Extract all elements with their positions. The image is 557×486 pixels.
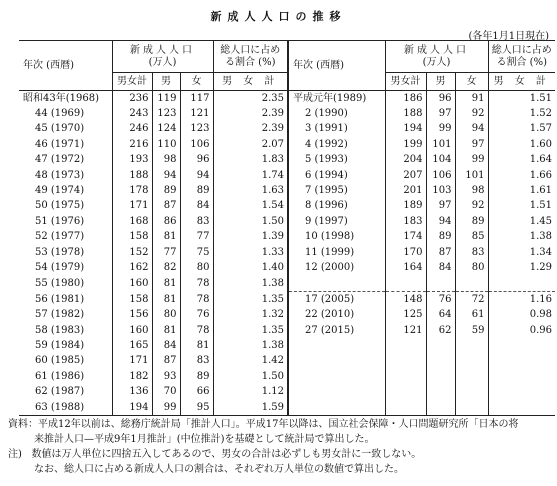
header-ratio-right: 総人口に占める割合 (%)	[488, 41, 555, 73]
left-cell-female: 96	[180, 153, 213, 168]
left-cell-male: 94	[152, 168, 180, 183]
table-row	[19, 214, 555, 229]
right-cell-total: 204	[385, 153, 426, 168]
right-cell-total: 148	[385, 292, 426, 308]
right-cell-male	[426, 354, 455, 369]
left-cell-year: 47 (1972)	[35, 154, 85, 166]
right-cell-male: 97	[426, 106, 455, 121]
right-cell-male: 103	[426, 183, 455, 198]
left-cell-ratio: 1.33	[213, 245, 288, 260]
left-cell-ratio: 1.74	[213, 168, 288, 183]
table-row	[19, 384, 555, 399]
left-cell-female: 83	[180, 354, 213, 369]
left-cell-year: 51 (1976)	[35, 215, 85, 227]
left-cell-year: 57 (1982)	[35, 309, 85, 321]
right-cell-male	[426, 369, 455, 384]
right-cell-ratio	[488, 369, 555, 384]
left-cell-male: 87	[152, 354, 180, 369]
left-cell-total: 158	[112, 230, 152, 245]
left-cell-female: 78	[180, 323, 213, 338]
left-cell-total: 188	[112, 168, 152, 183]
left-cell-male: 80	[152, 307, 180, 322]
right-cell-total	[385, 384, 426, 399]
left-cell-ratio: 1.40	[213, 260, 288, 275]
left-cell-total: 152	[112, 245, 152, 260]
right-cell-female: 97	[455, 137, 488, 152]
right-cell-male: 89	[426, 230, 455, 245]
right-cell-male	[426, 400, 455, 416]
as-of-date: (各年1月1日現在)	[468, 31, 549, 42]
right-cell-ratio: 1.60	[488, 137, 555, 152]
right-cell-male	[426, 276, 455, 292]
header-male-right: 男	[426, 73, 455, 91]
right-cell-female: 92	[455, 199, 488, 214]
right-cell-female: 61	[455, 307, 488, 322]
header-population: 新成人人口 (万人)	[112, 41, 213, 73]
left-cell-female: 121	[180, 106, 213, 121]
right-cell-male: 104	[426, 153, 455, 168]
right-cell-year	[288, 276, 385, 292]
left-cell-female: 76	[180, 307, 213, 322]
left-cell-ratio: 1.50	[213, 214, 288, 229]
right-cell-ratio: 1.29	[488, 260, 555, 275]
left-cell-female: 95	[180, 400, 213, 416]
right-cell-year: 17 (2005)	[288, 292, 385, 308]
right-cell-female: 72	[455, 292, 488, 308]
right-cell-total: 125	[385, 307, 426, 322]
right-cell-female: 59	[455, 323, 488, 338]
right-cell-ratio: 1.66	[488, 168, 555, 183]
right-cell-total	[385, 276, 426, 292]
left-cell-total: 162	[112, 260, 152, 275]
source-note: 資料：平成12年以前は、総務庁統計局「推計人口」。平成17年以降は、国立社会保障・人口問題研究所「日本の将	[8, 419, 519, 430]
left-cell-total: 182	[112, 369, 152, 384]
table-row	[19, 354, 555, 369]
footnote: 注) 数値は万人単位に四捨五入してあるので、男女の合計は必ずしも男女計に一致しない。	[8, 449, 422, 460]
left-cell-ratio: 2.07	[213, 137, 288, 152]
left-cell-female: 83	[180, 214, 213, 229]
right-cell-ratio: 1.57	[488, 122, 555, 137]
left-cell-year: 63 (1988)	[19, 400, 112, 416]
right-cell-year: 2 (1990)	[288, 106, 385, 121]
right-cell-total	[385, 354, 426, 369]
right-cell-year	[288, 354, 385, 369]
header-male: 男	[152, 73, 180, 91]
right-cell-year: 平成元年(1989)	[288, 91, 385, 107]
left-cell-female: 117	[180, 91, 213, 107]
right-cell-male: 94	[426, 214, 455, 229]
left-cell-year: 60 (1985)	[35, 355, 85, 367]
table-row	[19, 199, 555, 214]
left-cell-ratio: 2.39	[213, 106, 288, 121]
left-cell-female: 89	[180, 369, 213, 384]
source-note-cont: 来推計人口—平成9年1月推計」(中位推計)を基礎として統計局で算出した。	[34, 434, 375, 445]
left-cell-male: 84	[152, 338, 180, 353]
left-cell-ratio: 1.83	[213, 153, 288, 168]
left-cell-total: 160	[112, 276, 152, 292]
header-ratio-sub-right: 男 女 計	[488, 73, 555, 91]
left-cell-ratio: 1.12	[213, 384, 288, 399]
right-cell-female	[455, 369, 488, 384]
left-cell-female: 84	[180, 199, 213, 214]
left-cell-total: 171	[112, 199, 152, 214]
table-row	[19, 323, 555, 338]
left-cell-year: 52 (1977)	[35, 231, 85, 243]
left-cell-ratio: 1.35	[213, 323, 288, 338]
right-cell-year: 7 (1995)	[288, 183, 385, 198]
right-cell-ratio: 1.45	[488, 214, 555, 229]
left-cell-total: 165	[112, 338, 152, 353]
left-cell-male: 124	[152, 122, 180, 137]
table-row	[19, 183, 555, 198]
right-cell-year: 12 (2000)	[288, 260, 385, 275]
header-year: 年次 (西暦)	[19, 41, 112, 91]
population-table	[19, 40, 555, 416]
right-cell-male: 97	[426, 199, 455, 214]
left-cell-year: 48 (1973)	[35, 169, 85, 181]
right-cell-male	[426, 384, 455, 399]
right-cell-ratio	[488, 354, 555, 369]
left-cell-year: 54 (1979)	[35, 261, 85, 273]
left-cell-male: 123	[152, 106, 180, 121]
right-cell-ratio	[488, 400, 555, 416]
right-cell-total	[385, 338, 426, 353]
right-cell-ratio: 1.52	[488, 106, 555, 121]
left-cell-year: 49 (1974)	[35, 185, 85, 197]
left-cell-male: 81	[152, 230, 180, 245]
left-cell-total: 156	[112, 307, 152, 322]
left-cell-year: 59 (1984)	[35, 339, 85, 351]
right-cell-year: 9 (1997)	[288, 214, 385, 229]
left-cell-male: 110	[152, 137, 180, 152]
left-cell-total: 236	[112, 91, 152, 107]
right-cell-year	[288, 384, 385, 399]
right-cell-total: 170	[385, 245, 426, 260]
right-cell-female: 92	[455, 106, 488, 121]
right-cell-ratio	[488, 276, 555, 292]
left-cell-male: 87	[152, 199, 180, 214]
header-total-right: 男女計	[385, 73, 426, 91]
right-cell-female: 85	[455, 230, 488, 245]
left-cell-total: 246	[112, 122, 152, 137]
right-cell-year: 8 (1996)	[288, 199, 385, 214]
left-cell-ratio: 1.59	[213, 400, 288, 416]
table-row	[19, 122, 555, 137]
right-cell-year: 10 (1998)	[288, 230, 385, 245]
right-cell-female: 94	[455, 122, 488, 137]
left-cell-year: 58 (1983)	[35, 324, 85, 336]
right-cell-female	[455, 276, 488, 292]
left-cell-female: 77	[180, 230, 213, 245]
right-cell-total: 186	[385, 91, 426, 107]
right-cell-male: 106	[426, 168, 455, 183]
table-row	[19, 91, 555, 107]
right-cell-year: 3 (1991)	[288, 122, 385, 137]
right-cell-total: 164	[385, 260, 426, 275]
left-cell-male: 89	[152, 183, 180, 198]
left-cell-ratio: 1.54	[213, 199, 288, 214]
right-cell-total: 174	[385, 230, 426, 245]
right-cell-total	[385, 369, 426, 384]
table-row	[19, 230, 555, 245]
right-cell-female: 89	[455, 214, 488, 229]
right-cell-year: 27 (2015)	[288, 323, 385, 338]
table-row	[19, 245, 555, 260]
table-row	[19, 153, 555, 168]
left-cell-female: 106	[180, 137, 213, 152]
left-cell-year: 61 (1986)	[35, 370, 85, 382]
right-cell-total	[385, 400, 426, 416]
right-cell-ratio	[488, 338, 555, 353]
left-cell-female: 123	[180, 122, 213, 137]
left-cell-ratio: 1.63	[213, 183, 288, 198]
right-cell-female: 98	[455, 183, 488, 198]
right-cell-ratio: 0.96	[488, 323, 555, 338]
left-cell-male: 82	[152, 260, 180, 275]
left-cell-total: 171	[112, 354, 152, 369]
left-cell-male: 81	[152, 292, 180, 308]
right-cell-ratio: 1.64	[488, 153, 555, 168]
right-cell-ratio	[488, 384, 555, 399]
right-cell-female	[455, 384, 488, 399]
right-cell-male: 87	[426, 245, 455, 260]
left-cell-total: 216	[112, 137, 152, 152]
left-cell-total: 168	[112, 214, 152, 229]
left-cell-total: 160	[112, 323, 152, 338]
right-cell-total: 189	[385, 199, 426, 214]
right-cell-female: 80	[455, 260, 488, 275]
left-cell-female: 80	[180, 260, 213, 275]
left-cell-year: 55 (1980)	[35, 277, 85, 289]
notes	[8, 417, 553, 477]
right-cell-male	[426, 338, 455, 353]
right-cell-total: 183	[385, 214, 426, 229]
left-cell-male: 119	[152, 91, 180, 107]
right-cell-year	[288, 400, 385, 416]
right-cell-year: 11 (1999)	[288, 245, 385, 260]
right-cell-male: 96	[426, 91, 455, 107]
right-cell-total: 201	[385, 183, 426, 198]
right-cell-female: 101	[455, 168, 488, 183]
left-cell-ratio: 1.35	[213, 292, 288, 308]
table-row	[19, 369, 555, 384]
right-cell-ratio: 1.51	[488, 199, 555, 214]
table-row	[19, 307, 555, 322]
table-row	[19, 276, 555, 292]
left-cell-year: 46 (1971)	[35, 138, 85, 150]
right-cell-female	[455, 354, 488, 369]
right-cell-year: 4 (1992)	[288, 137, 385, 152]
table-row	[19, 400, 555, 416]
table-row	[19, 260, 555, 275]
table-body	[19, 91, 555, 416]
right-cell-ratio: 0.98	[488, 307, 555, 322]
left-cell-ratio: 1.50	[213, 369, 288, 384]
left-cell-male: 81	[152, 323, 180, 338]
left-cell-ratio: 1.32	[213, 307, 288, 322]
header-year-right: 年次 (西暦)	[288, 41, 385, 91]
left-cell-total: 158	[112, 292, 152, 308]
left-cell-ratio: 1.39	[213, 230, 288, 245]
page-title: 新成人人口の推移	[210, 10, 347, 23]
left-cell-male: 99	[152, 400, 180, 416]
header-ratio-sub: 男 女 計	[213, 73, 288, 91]
left-cell-year: 44 (1969)	[35, 108, 85, 120]
right-cell-male: 64	[426, 307, 455, 322]
right-cell-year	[288, 369, 385, 384]
left-cell-male: 86	[152, 214, 180, 229]
right-cell-female: 99	[455, 153, 488, 168]
right-cell-female: 83	[455, 245, 488, 260]
right-cell-male: 84	[426, 260, 455, 275]
left-cell-year: 50 (1975)	[35, 200, 85, 212]
right-cell-total: 199	[385, 137, 426, 152]
table-row	[19, 338, 555, 353]
left-cell-total: 136	[112, 384, 152, 399]
right-cell-total: 121	[385, 323, 426, 338]
left-cell-male: 98	[152, 153, 180, 168]
left-cell-male: 70	[152, 384, 180, 399]
header-total: 男女計	[112, 73, 152, 91]
left-cell-ratio: 2.39	[213, 122, 288, 137]
left-cell-male: 81	[152, 276, 180, 292]
right-cell-year: 5 (1993)	[288, 153, 385, 168]
right-cell-ratio: 1.61	[488, 183, 555, 198]
right-cell-year: 6 (1994)	[288, 168, 385, 183]
left-cell-female: 81	[180, 338, 213, 353]
right-cell-female	[455, 338, 488, 353]
left-cell-male: 77	[152, 245, 180, 260]
left-cell-ratio: 1.42	[213, 354, 288, 369]
left-cell-ratio: 1.38	[213, 338, 288, 353]
table-row	[19, 168, 555, 183]
right-cell-female	[455, 400, 488, 416]
left-cell-year: 62 (1987)	[35, 386, 85, 398]
left-cell-total: 243	[112, 106, 152, 121]
header-female: 女	[180, 73, 213, 91]
table-row	[19, 292, 555, 308]
left-cell-year: 53 (1978)	[35, 246, 85, 258]
left-cell-total: 193	[112, 153, 152, 168]
right-cell-year: 22 (2010)	[288, 307, 385, 322]
left-cell-ratio: 2.35	[213, 91, 288, 107]
right-cell-year	[288, 338, 385, 353]
right-cell-total: 207	[385, 168, 426, 183]
left-cell-ratio: 1.38	[213, 276, 288, 292]
right-cell-male: 99	[426, 122, 455, 137]
left-cell-female: 89	[180, 183, 213, 198]
right-cell-male: 101	[426, 137, 455, 152]
left-cell-female: 66	[180, 384, 213, 399]
footnote-cont: なお、総人口に占める新成人人口の割合は、それぞれ万人単位の数値で算出した。	[34, 464, 404, 475]
left-cell-total: 178	[112, 183, 152, 198]
right-cell-ratio: 1.16	[488, 292, 555, 308]
right-cell-female: 91	[455, 91, 488, 107]
table-row	[19, 106, 555, 121]
left-cell-year: 昭和43年(1968)	[23, 92, 99, 104]
left-cell-male: 93	[152, 369, 180, 384]
left-cell-female: 75	[180, 245, 213, 260]
right-cell-ratio: 1.34	[488, 245, 555, 260]
right-cell-male: 76	[426, 292, 455, 308]
header-population-right: 新成人人口 (万人)	[385, 41, 488, 73]
left-cell-female: 78	[180, 276, 213, 292]
right-cell-ratio: 1.38	[488, 230, 555, 245]
table-row	[19, 137, 555, 152]
right-cell-male: 62	[426, 323, 455, 338]
header-female-right: 女	[455, 73, 488, 91]
right-cell-ratio: 1.51	[488, 91, 555, 107]
right-cell-total: 194	[385, 122, 426, 137]
header-ratio: 総人口に占める割合 (%)	[213, 41, 288, 73]
left-cell-year: 56 (1981)	[35, 293, 85, 305]
left-cell-female: 78	[180, 292, 213, 308]
left-cell-total: 194	[112, 400, 152, 416]
right-cell-total: 188	[385, 106, 426, 121]
left-cell-year: 45 (1970)	[35, 123, 85, 135]
left-cell-female: 94	[180, 168, 213, 183]
